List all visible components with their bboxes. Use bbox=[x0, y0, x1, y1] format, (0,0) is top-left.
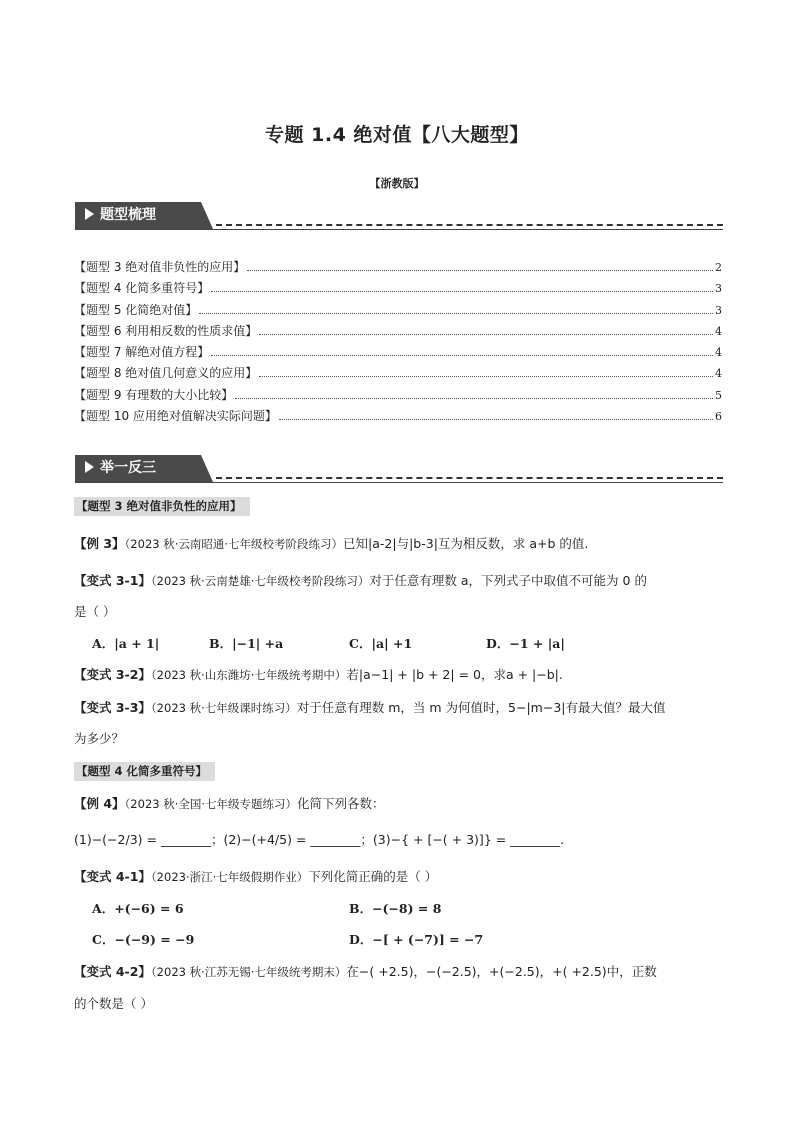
section-rule bbox=[75, 482, 723, 483]
toc-row[interactable] bbox=[74, 343, 722, 364]
example-3 bbox=[74, 533, 724, 555]
toc-row[interactable] bbox=[74, 301, 722, 322]
toc-label: 【题型 6 利用相反数的性质求值】 bbox=[74, 323, 258, 338]
item-body: 已知|a-2|与|b-3|互为相反数，求 a+b 的值. bbox=[343, 536, 589, 551]
item-head: 【例 4】 bbox=[74, 796, 125, 811]
item-source: （2023·浙江·七年级假期作业） bbox=[150, 870, 309, 884]
item-body: 对于任意有理数 a，下列式子中取值不可能为 0 的 bbox=[369, 573, 647, 588]
toc-page: 3 bbox=[715, 303, 722, 317]
toc-label: 【题型 5 化简绝对值】 bbox=[74, 302, 198, 317]
question-type-tag: 【题型 3 绝对值非负性的应用】 bbox=[74, 497, 250, 516]
example-4 bbox=[74, 793, 724, 815]
toc-label: 【题型 9 有理数的大小比较】 bbox=[74, 387, 234, 402]
toc-row[interactable] bbox=[74, 322, 722, 343]
toc-row[interactable] bbox=[74, 407, 722, 428]
dashed-rule bbox=[216, 224, 723, 226]
item-head: 【变式 4-2】 bbox=[74, 964, 151, 979]
variant-4-2 bbox=[74, 961, 724, 983]
item-body: 化简下列各数： bbox=[297, 796, 385, 811]
item-source: （2023 秋·七年级课时练习） bbox=[150, 701, 297, 715]
option-c: C．|a| +1 bbox=[349, 636, 413, 651]
variant-3-3-cont: 为多少？ bbox=[74, 731, 125, 746]
tag-wedge bbox=[201, 455, 213, 482]
item-source: （2023 秋·全国·七年级专题练习） bbox=[124, 797, 298, 811]
item-body: 在−( +2.5)，−(−2.5)，+(−2.5)，+( +2.5)中，正数 bbox=[346, 964, 657, 979]
item-head: 【变式 3-3】 bbox=[74, 700, 151, 715]
toc-page: 6 bbox=[715, 410, 722, 424]
toc-row[interactable] bbox=[74, 258, 722, 279]
option-c: C．−(−9) = −9 bbox=[92, 932, 195, 947]
item-head: 【变式 3-1】 bbox=[74, 573, 151, 588]
option-d: D．−1 + |a| bbox=[486, 636, 565, 651]
option-a: A．+(−6) = 6 bbox=[92, 901, 184, 916]
question-type-tag: 【题型 4 化简多重符号】 bbox=[74, 762, 215, 781]
toc-leader bbox=[279, 419, 713, 420]
toc-row[interactable] bbox=[74, 386, 722, 407]
variant-4-2-cont: 的个数是（ ） bbox=[74, 996, 153, 1011]
toc-page: 2 bbox=[715, 261, 722, 274]
toc-leader bbox=[211, 291, 713, 292]
toc-leader bbox=[199, 313, 713, 314]
option-b: B．−(−8) = 8 bbox=[349, 901, 442, 916]
variant-3-1-cont: 是（ ） bbox=[74, 604, 116, 619]
toc-label: 【题型 8 绝对值几何意义的应用】 bbox=[74, 366, 258, 381]
toc-page: 5 bbox=[715, 388, 722, 402]
toc-leader bbox=[235, 398, 713, 399]
item-source: （2023 秋·江苏无锡·七年级统考期末） bbox=[150, 965, 347, 979]
item-source: （2023 秋·山东潍坊·七年级统考期中） bbox=[150, 668, 347, 682]
toc-leader bbox=[259, 334, 713, 335]
table-of-contents bbox=[74, 258, 722, 428]
page-title: 专题 1.4 绝对值【八大题型】 bbox=[265, 124, 529, 146]
item-head: 【变式 3-2】 bbox=[74, 667, 151, 682]
dashed-rule bbox=[216, 477, 723, 479]
toc-label: 【题型 4 化简多重符号】 bbox=[74, 281, 210, 296]
item-source: （2023 秋·云南楚雄·七年级校考阶段练习） bbox=[150, 574, 370, 588]
section-header-overview bbox=[75, 202, 723, 232]
item-head: 【变式 4-1】 bbox=[74, 869, 151, 884]
toc-page: 4 bbox=[715, 324, 722, 338]
section-rule bbox=[75, 229, 723, 230]
item-head: 【例 3】 bbox=[74, 536, 125, 551]
toc-leader bbox=[247, 270, 713, 271]
item-body: 下列化简正确的是（ ） bbox=[308, 869, 438, 884]
edition-label: 【浙教版】 bbox=[369, 177, 425, 190]
option-b: B．|−1| +a bbox=[209, 636, 284, 651]
blank-item: ；(2)−(+4/5) = ________ bbox=[210, 832, 361, 847]
item-body: 对于任意有理数 m，当 m 为何值时，5−|m−3|有最大值？最大值 bbox=[296, 700, 666, 715]
section-header-practice bbox=[75, 455, 723, 485]
toc-label: 【题型 3 绝对值非负性的应用】 bbox=[74, 260, 246, 274]
toc-row[interactable] bbox=[74, 364, 722, 385]
toc-page: 4 bbox=[715, 346, 722, 360]
section-tag bbox=[75, 202, 201, 229]
blank-item: ；(3)−{ + [−( + 3)]} = ________. bbox=[360, 832, 565, 847]
play-triangle-icon bbox=[85, 208, 94, 220]
toc-leader bbox=[211, 355, 713, 356]
section-title: 举一反三 bbox=[100, 460, 156, 476]
item-body: 若|a−1| + |b + 2| = 0，求a + |−b|. bbox=[346, 667, 563, 682]
option-d: D．−[ + (−7)] = −7 bbox=[349, 932, 484, 947]
tag-wedge bbox=[201, 202, 213, 229]
blank-item: (1)−(−2/3) = ________ bbox=[74, 832, 211, 847]
toc-leader bbox=[259, 376, 713, 377]
toc-page: 4 bbox=[715, 367, 722, 381]
variant-3-3 bbox=[74, 697, 724, 719]
variant-3-1 bbox=[74, 570, 724, 592]
item-source: （2023 秋·云南昭通·七年级校考阶段练习） bbox=[124, 537, 344, 551]
toc-row[interactable] bbox=[74, 279, 722, 300]
toc-label: 【题型 7 解绝对值方程】 bbox=[74, 345, 210, 360]
variant-4-1 bbox=[74, 866, 724, 888]
variant-3-2 bbox=[74, 664, 724, 686]
play-triangle-icon bbox=[85, 461, 94, 473]
toc-label: 【题型 10 应用绝对值解决实际问题】 bbox=[74, 409, 277, 424]
example-4-items bbox=[74, 829, 724, 851]
section-title: 题型梳理 bbox=[100, 207, 156, 223]
toc-page: 3 bbox=[715, 282, 722, 296]
option-a: A．|a + 1| bbox=[92, 636, 160, 651]
section-tag bbox=[75, 455, 201, 482]
